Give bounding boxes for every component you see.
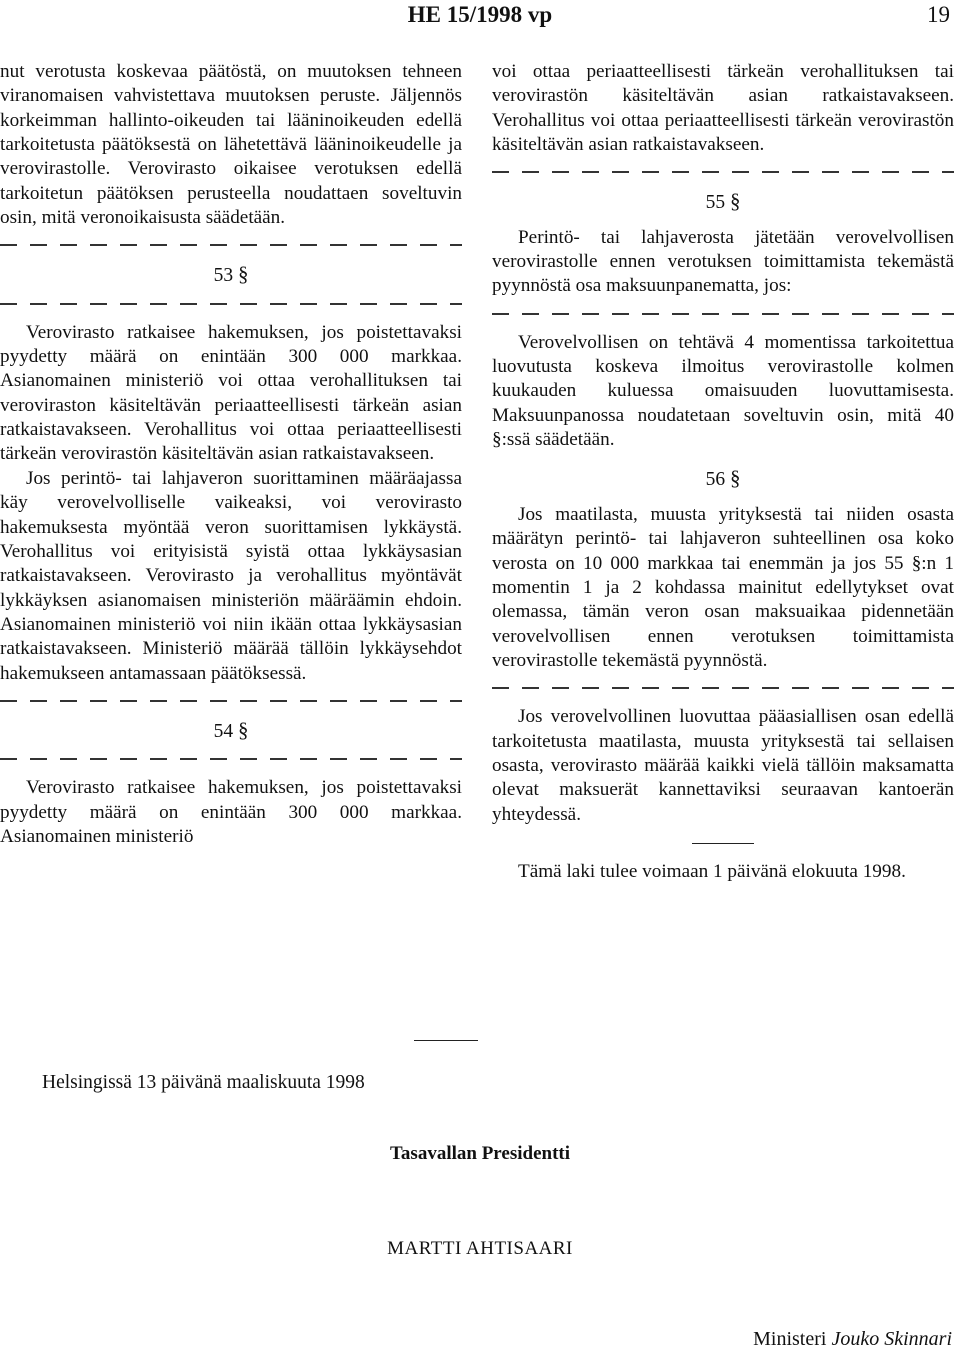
section-number: 55 <box>705 192 726 214</box>
short-rule <box>692 843 754 844</box>
section-number: 54 <box>213 720 234 742</box>
closing-paragraph: Tämä laki tulee voimaan 1 päivänä elokuuta 1998. <box>518 860 906 882</box>
paragraph: Jos verovelvollinen luovuttaa pääasiallisen osan edellä tarkoitetusta maatilasta, muusta yrityksestä tai sellaisen osasta, verovirasto määrää kaikki vielä tällöin maksamatta olevat maksuerät kannettaviksi seuraavan kantoerän yhteydessä. <box>492 706 954 825</box>
section-heading-56 <box>492 466 954 492</box>
dashed-separator <box>492 171 954 173</box>
dashed-separator <box>0 303 462 305</box>
section-heading-54 <box>0 718 462 744</box>
minister-name: Jouko Skinnari <box>831 1328 952 1350</box>
dashed-separator <box>492 687 954 689</box>
paragraph: Verovirasto ratkaisee hakemuksen, jos poistettavaksi pyydetty määrä on enintään 300 000 markkaa. Asianomainen ministeriö voi ottaa verohallituksen tai veroviraston käsiteltävän periaatteellisesti tärkeän asian ratkaistavakseen. Verohallitus voi ottaa periaatteellisesti tärkeän verovirastön käsiteltävän asian ratkaistavakseen. <box>0 321 462 465</box>
section-heading-55 <box>492 189 954 215</box>
paragraph: nut verotusta koskevaa päätöstä, on muutoksen tehneen viranomaisen vahvistettava muutoksen peruste. Jäljennös korkeimman hallinto-oikeuden tai lääninoikeuden edellä tarkoitetusta päätöksestä on lähetettävä lääninoikeudelle ja verovirastolle. Verovirasto oikaisee verotuksen edellä tarkoitetun päätöksen perusteella noudattaen soveltuvin osin, mitä veronoikaisusta säädetään. <box>0 61 462 229</box>
paragraph: voi ottaa periaatteellisesti tärkeän verohallituksen tai verovirastön käsiteltävän asian ratkaistavakseen. Verohallitus voi ottaa periaatteellisesti tärkeän verovirastön käsiteltävän asian ratkaistavakseen. <box>492 61 954 156</box>
section-sign: § <box>729 466 741 491</box>
dashed-separator <box>0 758 462 760</box>
paragraph: Jos maatilasta, muusta yrityksestä tai niiden osasta määrätyn perintö- tai lahjaveron suhteellinen osa koko verosta on 10 000 markkaa tai enemmän ja jos 55 §:n 1 momentin 1 ja 2 kohdassa mainitut edellytykset ovat olemassa, tämän veron osan maksuaikaa pidennetään verovelvollisen ennen verotuksen toimittamista verovirastolle tekemästä pyynnöstä. <box>492 503 954 671</box>
minister-signature <box>753 1328 952 1351</box>
minister-prefix: Ministeri <box>753 1328 827 1350</box>
president-title: Tasavallan Presidentti <box>390 1143 570 1164</box>
right-column <box>492 60 954 884</box>
page-header <box>0 2 960 30</box>
paragraph: Verovirasto ratkaisee hakemuksen, jos poistettavaksi pyydetty määrä on enintään 300 000 markkaa. Asianomainen ministeriö <box>0 777 462 847</box>
document-id: HE 15/1998 vp <box>407 2 553 27</box>
section-sign: § <box>237 262 249 287</box>
section-number: 53 <box>213 265 234 287</box>
dashed-separator <box>492 313 954 315</box>
section-sign: § <box>237 717 249 742</box>
paragraph: Jos perintö- tai lahjaveron suorittaminen määräajassa käy verovelvolliselle vaikeaksi, voi verovirasto hakemuksesta myöntää veron suorittamisen lykkäystä. Verohallitus voi erityisistä syistä ottaa lykkäysasian ratkaistavakseen. Verovirasto ja verohallitus myöntävät lykkäyksen asianomaisen ministeriön määräämin ehdoin. Asianomainen ministeriö voi niin ikään ottaa lykkäysasian ratkaistavakseen. Ministeriö määrää tällöin lykkäysehdot hakemukseen antamassaan päätöksessä. <box>0 467 462 684</box>
section-sign: § <box>729 189 741 214</box>
left-column <box>0 60 462 849</box>
page-number: 19 <box>927 2 950 27</box>
place-and-date: Helsingissä 13 päivänä maaliskuuta 1998 <box>42 1072 365 1093</box>
dashed-separator <box>0 700 462 702</box>
paragraph: Verovelvollisen on tehtävä 4 momentissa tarkoitettua luovutusta koskeva ilmoitus verovirastolle kolmen kuukauden kuluessa omaisuuden luovuttamisesta. Maksuunpanossa noudatetaan soveltuvin osin, mitä 40 §:ssä säädetään. <box>492 331 954 451</box>
section-number: 56 <box>705 469 726 491</box>
section-heading-53 <box>0 262 462 288</box>
paragraph: Perintö- tai lahjaverosta jätetään verovelvollisen verovirastolle ennen verotuksen toimittamista tekemästä pyynnöstä osa maksuunpanematta, jos: <box>492 226 954 297</box>
dashed-separator <box>0 244 462 246</box>
end-rule <box>414 1040 478 1041</box>
president-name: MARTTI AHTISAARI <box>387 1238 573 1259</box>
